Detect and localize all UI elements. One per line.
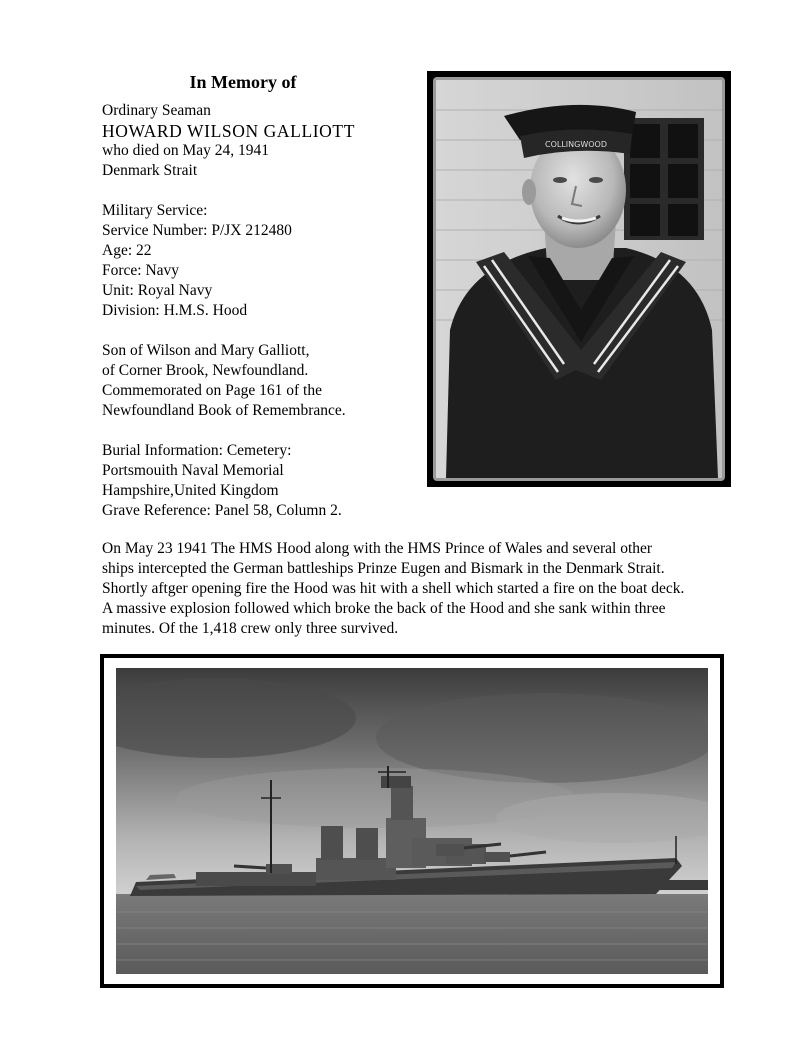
death-place: Denmark Strait	[102, 162, 198, 179]
portrait-photo-frame	[427, 71, 731, 487]
burial-line: Burial Information: Cemetery:	[102, 442, 292, 459]
story-line: Shortly aftger opening fire the Hood was hit with a shell which started a fire on the boat deck.	[102, 580, 685, 597]
burial-line: Portsmouith Naval Memorial	[102, 462, 284, 479]
family-line: Son of Wilson and Mary Galliott,	[102, 342, 310, 359]
military-service-heading: Military Service:	[102, 202, 208, 219]
service-record	[102, 101, 422, 521]
story-line: minutes. Of the 1,418 crew only three survived.	[102, 620, 399, 637]
service-number: Service Number: P/JX 212480	[102, 222, 292, 239]
death-date: who died on May 24, 1941	[102, 142, 270, 159]
age: Age: 22	[102, 242, 152, 259]
burial-line: Grave Reference: Panel 58, Column 2.	[102, 502, 342, 519]
sailor-name: HOWARD WILSON GALLIOTT	[102, 121, 355, 141]
family-line: Newfoundland Book of Remembrance.	[102, 402, 346, 419]
cap-band-text: COLLINGWOOD	[544, 140, 608, 149]
story-line: A massive explosion followed which broke the back of the Hood and she sank within three	[102, 600, 666, 617]
family-line: Commemorated on Page 161 of the	[102, 382, 322, 399]
burial-line: Hampshire,United Kingdom	[102, 482, 279, 499]
hood-story	[102, 539, 742, 639]
ship-photo	[116, 668, 708, 974]
unit: Unit: Royal Navy	[102, 282, 213, 299]
story-line: ships intercepted the German battleships Prinze Eugen and Bismark in the Denmark Strait.	[102, 560, 665, 577]
memorial-heading: In Memory of	[189, 72, 297, 92]
division: Division: H.M.S. Hood	[102, 302, 248, 319]
force: Force: Navy	[102, 262, 180, 279]
portrait-photo	[433, 77, 725, 481]
story-line: On May 23 1941 The HMS Hood along with the HMS Prince of Wales and several other	[102, 540, 653, 557]
rank: Ordinary Seaman	[102, 102, 211, 119]
ship-photo-frame	[100, 654, 724, 988]
family-line: of Corner Brook, Newfoundland.	[102, 362, 309, 379]
